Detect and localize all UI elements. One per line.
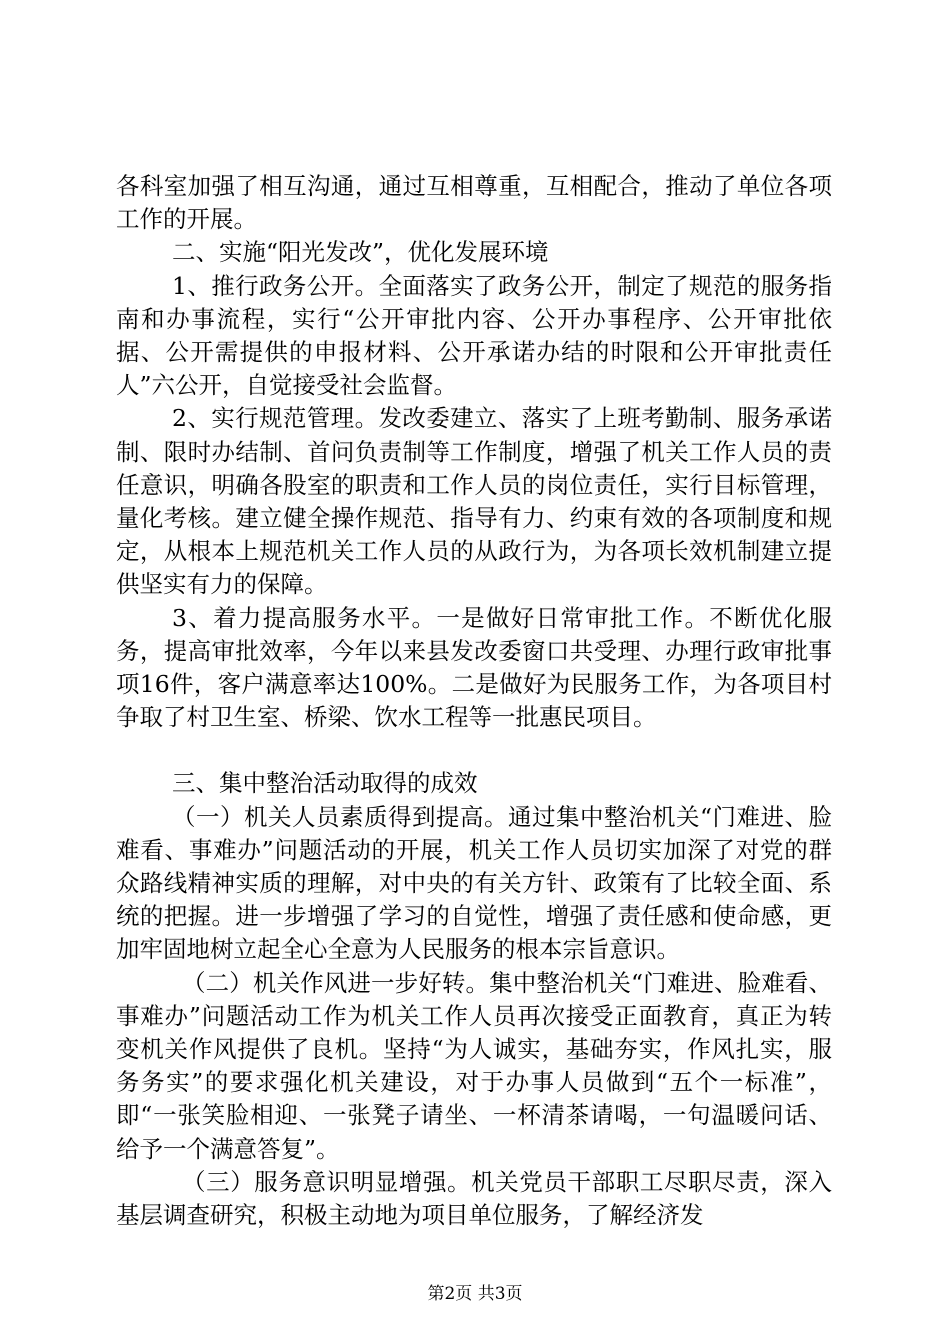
section-heading-2: 二、实施“阳光发改”，优化发展环境 bbox=[172, 238, 549, 267]
paragraph-sub-3: （三）服务意识明显增强。机关党员干部职工尽职尽责，深入基层调查研究，积极主动地为项目单位服务，了解经济发 bbox=[116, 1167, 832, 1230]
paragraph-item-2: 2、实行规范管理。发改委建立、落实了上班考勤制、服务承诺制、限时办结制、首问负责制等工作制度，增强了机关工作人员的责任意识，明确各股室的职责和工作人员的岗位责任，实行目标管理，量化考核。建立健全操作规范、指导有力、约束有效的各项制度和规定，从根本上规范机关工作人员的从政行为，为各项长效机制建立提供坚实有力的保障。 bbox=[116, 404, 832, 599]
paragraph-item-3: 3、着力提高服务水平。一是做好日常审批工作。不断优化服务，提高审批效率，今年以来县发改委窗口共受理、办理行政审批事项16件，客户满意率达100%。二是做好为民服务工作，为各项目村争取了村卫生室、桥梁、饮水工程等一批惠民项目。 bbox=[116, 603, 832, 732]
paragraph-item-1: 1、推行政务公开。全面落实了政务公开，制定了规范的服务指南和办事流程，实行“公开审批内容、公开办事程序、公开审批依据、公开需提供的申报材料、公开承诺办结的时限和公开审批责任人”六公开，自觉接受社会监督。 bbox=[116, 271, 832, 400]
page-footer: 第2页 共3页 bbox=[427, 1284, 523, 1304]
document-body bbox=[116, 170, 832, 1232]
section-heading-3: 三、集中整治活动取得的成效 bbox=[172, 769, 478, 798]
blank-line bbox=[116, 734, 832, 767]
paragraph-sub-2: （二）机关作风进一步好转。集中整治机关“门难进、脸难看、事难办”问题活动工作为机关工作人员再次接受正面教育，真正为转变机关作风提供了良机。坚持“为人诚实，基础夯实，作风扎实，服务务实”的要求强化机关建设，对于办事人员做到“五个一标准”，即“一张笑脸相迎、一张凳子请坐、一杯清茶请喝，一句温暖问话、给予一个满意答复”。 bbox=[116, 968, 832, 1163]
paragraph-sub-1: （一）机关人员素质得到提高。通过集中整治机关“门难进、脸难看、事难办”问题活动的开展，机关工作人员切实加深了对党的群众路线精神实质的理解，对中央的有关方针、政策有了比较全面、系统的把握。进一步增强了学习的自觉性，增强了责任感和使命感，更加牢固地树立起全心全意为人民服务的根本宗旨意识。 bbox=[116, 802, 832, 964]
paragraph-continuation: 各科室加强了相互沟通，通过互相尊重，互相配合，推动了单位各项工作的开展。 bbox=[116, 172, 832, 234]
